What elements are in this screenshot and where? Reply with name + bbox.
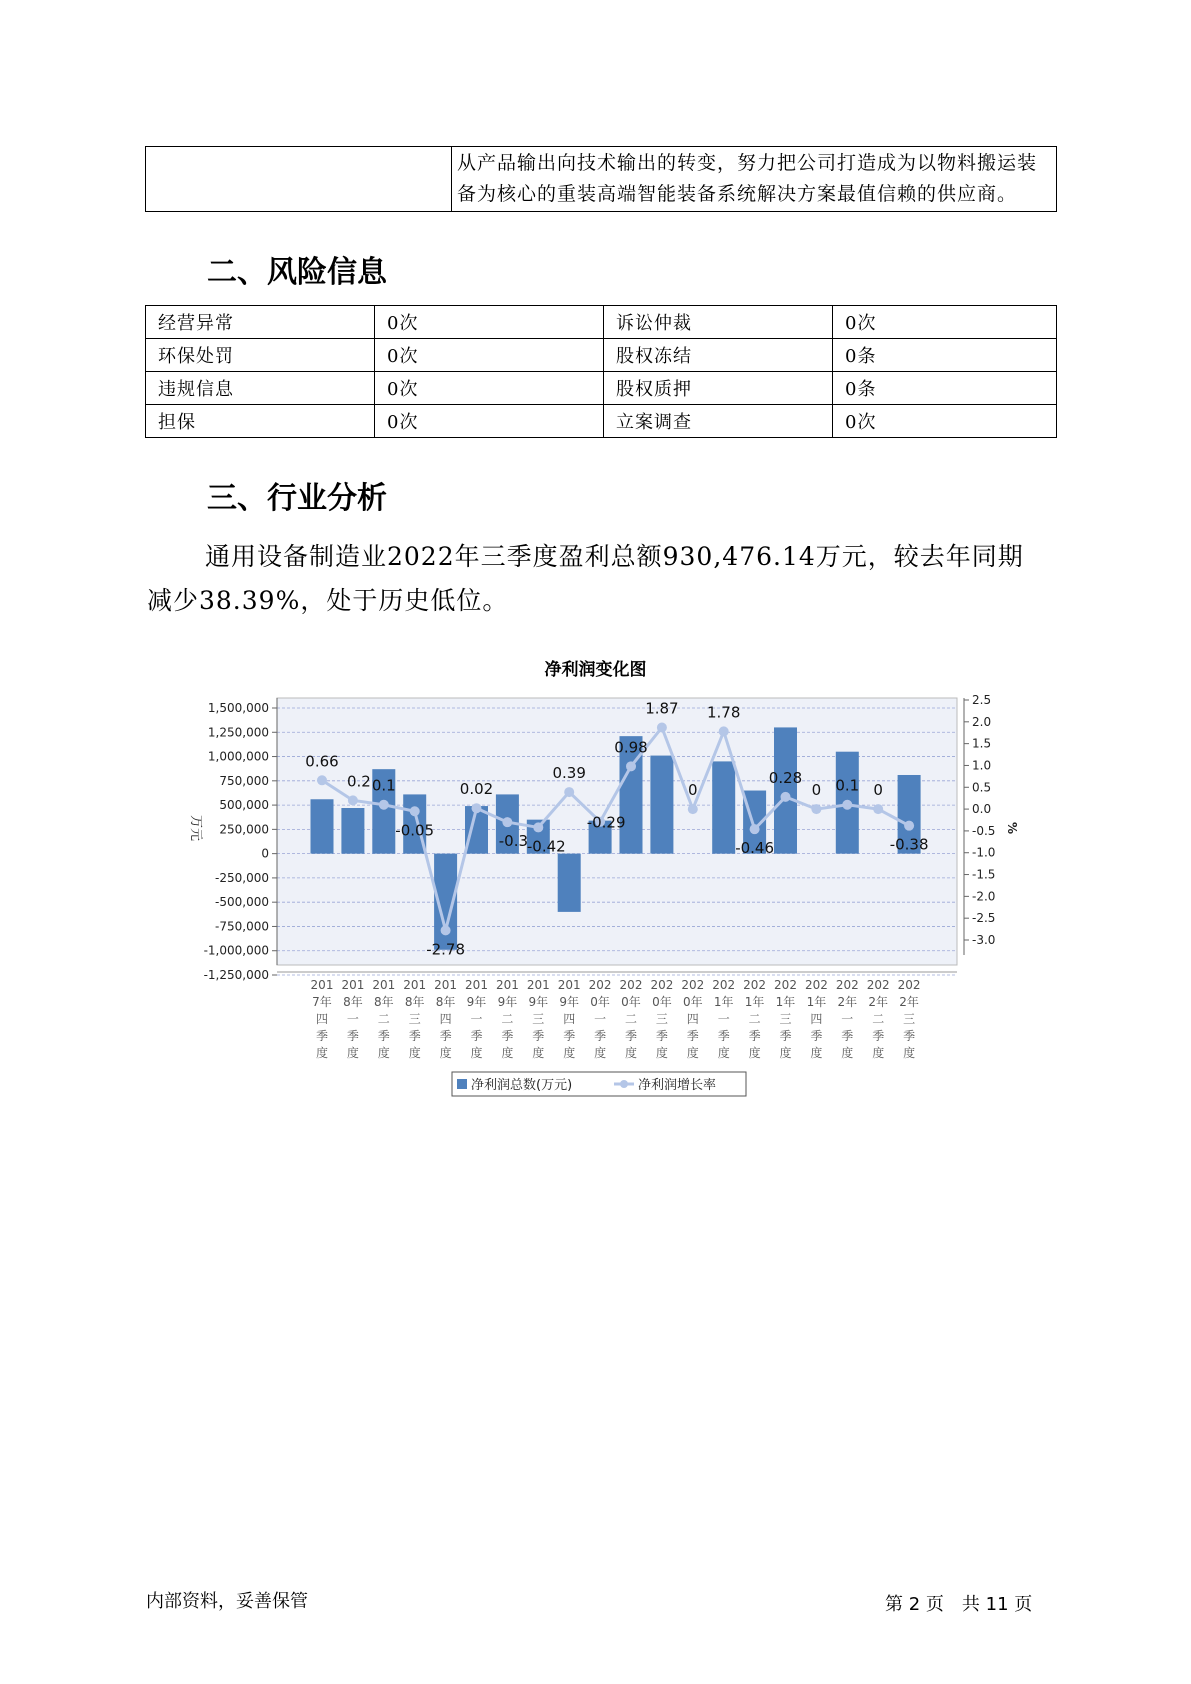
x-tick-label: 2年 <box>837 995 858 1009</box>
x-tick-label: 二 <box>624 1012 638 1026</box>
industry-section-title: 三、行业分析 <box>207 481 387 516</box>
x-tick-label: 度 <box>532 1046 545 1060</box>
x-tick-label: 二 <box>748 1012 761 1026</box>
x-tick-label: 度 <box>346 1046 359 1060</box>
x-tick-label: 度 <box>779 1046 792 1060</box>
growth-data-label: -0.3 <box>498 832 529 851</box>
x-tick-label: 9年 <box>466 995 487 1009</box>
x-tick-label: 三 <box>903 1012 916 1026</box>
y2-axis-title: % <box>1005 821 1019 835</box>
risk-value: 0次 <box>833 405 1057 438</box>
y-tick-label: 0 <box>261 846 269 861</box>
x-tick-label: 0年 <box>682 995 703 1009</box>
y2-tick-label: -2.0 <box>972 889 996 904</box>
legend-line-label: 净利润增长率 <box>638 1078 717 1093</box>
x-tick-label: 季 <box>470 1029 483 1043</box>
x-tick-label: 7年 <box>312 995 332 1009</box>
x-tick-label: 8年 <box>435 995 456 1009</box>
x-tick-label: 度 <box>717 1046 730 1060</box>
x-tick-label: 度 <box>408 1046 421 1060</box>
x-tick-label: 季 <box>655 1029 668 1043</box>
growth-point <box>502 817 512 827</box>
y-tick-label: 500,000 <box>219 798 269 813</box>
x-tick-label: 三 <box>779 1012 792 1026</box>
x-tick-label: 季 <box>841 1029 854 1043</box>
x-tick-label: 度 <box>810 1046 823 1060</box>
x-tick-label: 四 <box>439 1012 452 1026</box>
x-tick-label: 2年 <box>899 995 919 1009</box>
x-tick-label: 202 <box>588 978 612 992</box>
x-tick-label: 202 <box>897 978 921 992</box>
x-tick-label: 一 <box>346 1012 359 1026</box>
y2-tick-label: 1.5 <box>972 736 992 751</box>
x-tick-label: 季 <box>624 1029 638 1043</box>
x-tick-label: 1年 <box>713 995 734 1009</box>
growth-data-label: 1.78 <box>706 703 741 722</box>
risk-value: 0条 <box>833 339 1057 372</box>
y-tick-label: -1,250,000 <box>203 968 269 982</box>
y-tick-label: -1,000,000 <box>203 943 269 958</box>
y-tick-label: -250,000 <box>215 870 269 885</box>
growth-data-label: 0.66 <box>305 752 339 771</box>
footer-page-number: 第 2 页 共 11 页 <box>885 1594 1033 1615</box>
risk-label: 股权冻结 <box>604 339 833 372</box>
x-tick-label: 季 <box>872 1029 885 1043</box>
x-tick-label: 度 <box>903 1046 916 1060</box>
bar <box>650 756 673 854</box>
y2-tick-label: 0.5 <box>972 780 992 795</box>
x-tick-label: 度 <box>686 1046 699 1060</box>
growth-point <box>719 726 729 736</box>
risk-value: 0次 <box>375 339 604 372</box>
growth-data-label: 0.1 <box>835 776 860 795</box>
x-tick-label: 201 <box>465 978 488 992</box>
growth-data-label: 0.98 <box>614 738 648 757</box>
y2-tick-label: 2.5 <box>972 693 992 707</box>
intro-text: 从产品输出向技术输出的转变，努力把公司打造成为以物料搬运装备为核心的重装高端智能装备系统解决方案最值信赖的供应商。 <box>452 147 1057 212</box>
growth-data-label: 0.28 <box>768 768 803 787</box>
growth-point <box>781 792 791 802</box>
x-tick-label: 9年 <box>559 995 580 1009</box>
x-tick-label: 季 <box>717 1029 730 1043</box>
risk-label: 违规信息 <box>146 372 375 405</box>
x-tick-label: 202 <box>743 978 767 992</box>
x-tick-label: 度 <box>439 1046 452 1060</box>
growth-data-label: 0 <box>811 781 822 800</box>
growth-point <box>750 824 760 834</box>
x-tick-label: 季 <box>532 1029 545 1043</box>
x-tick-label: 8年 <box>404 995 425 1009</box>
x-tick-label: 季 <box>501 1029 514 1043</box>
x-tick-label: 三 <box>532 1012 545 1026</box>
x-tick-label: 一 <box>841 1012 854 1026</box>
x-tick-label: 度 <box>470 1046 483 1060</box>
x-tick-label: 季 <box>748 1029 761 1043</box>
x-tick-label: 201 <box>310 978 334 992</box>
x-tick-label: 0年 <box>652 995 672 1009</box>
x-tick-label: 二 <box>872 1012 885 1026</box>
y2-tick-label: -1.5 <box>972 867 996 882</box>
risk-label: 立案调查 <box>604 405 833 438</box>
x-tick-label: 一 <box>470 1012 483 1026</box>
x-tick-label: 202 <box>774 978 797 992</box>
y-tick-label: 250,000 <box>219 822 269 837</box>
footer-left: 内部资料，妥善保管 <box>146 1591 308 1612</box>
x-tick-label: 201 <box>495 978 519 992</box>
growth-point <box>811 804 821 814</box>
x-tick-label: 2年 <box>868 995 889 1009</box>
industry-paragraph-line1: 通用设备制造业2022年三季度盈利总额930,476.14万元，较去年同期 <box>205 542 1024 571</box>
bar <box>712 761 735 853</box>
x-tick-label: 二 <box>377 1012 390 1026</box>
bar <box>558 854 581 912</box>
y-tick-label: 750,000 <box>219 773 269 788</box>
x-tick-label: 四 <box>315 1012 329 1026</box>
growth-data-label: -0.38 <box>889 835 929 854</box>
y-tick-label: -750,000 <box>215 919 269 934</box>
growth-data-label: 1.87 <box>645 699 679 718</box>
x-tick-label: 度 <box>655 1046 668 1060</box>
growth-point <box>348 795 358 805</box>
x-tick-label: 季 <box>315 1029 329 1043</box>
growth-data-label: -0.05 <box>395 821 435 840</box>
x-tick-label: 季 <box>346 1029 359 1043</box>
x-tick-label: 8年 <box>373 995 394 1009</box>
x-tick-label: 0年 <box>590 995 610 1009</box>
x-tick-label: 四 <box>563 1012 576 1026</box>
growth-data-label: 0.02 <box>459 780 494 799</box>
x-tick-label: 季 <box>779 1029 792 1043</box>
x-tick-label: 季 <box>563 1029 576 1043</box>
risk-label: 诉讼仲裁 <box>604 306 833 339</box>
x-tick-label: 季 <box>903 1029 916 1043</box>
growth-point <box>410 806 420 816</box>
x-tick-label: 201 <box>341 978 365 992</box>
growth-point <box>533 822 543 832</box>
growth-data-label: 0.2 <box>346 772 371 791</box>
growth-point <box>688 804 698 814</box>
x-tick-label: 202 <box>650 978 674 992</box>
bar <box>774 727 797 853</box>
y-axis-title: 万元 <box>188 814 203 842</box>
x-tick-label: 202 <box>619 978 643 992</box>
growth-data-label: -0.42 <box>526 837 566 856</box>
risk-value: 0次 <box>375 405 604 438</box>
x-tick-label: 度 <box>563 1046 576 1060</box>
y2-tick-label: -2.5 <box>972 911 996 926</box>
x-tick-label: 度 <box>748 1046 761 1060</box>
growth-point <box>379 800 389 810</box>
y2-tick-label: -3.0 <box>972 933 996 947</box>
x-tick-label: 9年 <box>528 995 549 1009</box>
growth-data-label: -2.78 <box>426 940 466 959</box>
y-tick-label: 1,250,000 <box>207 725 269 740</box>
y2-tick-label: 1.0 <box>972 758 992 773</box>
growth-point <box>904 821 914 831</box>
risk-section-title: 二、风险信息 <box>207 255 387 290</box>
y2-tick-label: -0.5 <box>972 823 996 838</box>
legend-line-marker <box>620 1080 628 1088</box>
growth-point <box>626 761 636 771</box>
x-tick-label: 202 <box>835 978 859 992</box>
x-tick-label: 四 <box>686 1012 699 1026</box>
legend-bar-label: 净利润总数(万元) <box>471 1078 573 1093</box>
x-tick-label: 202 <box>866 978 890 992</box>
x-tick-label: 三 <box>408 1012 421 1026</box>
chart-title: 净利润变化图 <box>544 660 647 680</box>
y-tick-label: 1,500,000 <box>207 701 269 715</box>
x-tick-label: 201 <box>557 978 581 992</box>
y-tick-label: -500,000 <box>215 895 269 910</box>
y2-tick-label: 0.0 <box>972 802 992 817</box>
growth-point <box>657 722 667 732</box>
x-tick-label: 202 <box>804 978 828 992</box>
x-tick-label: 季 <box>408 1029 421 1043</box>
growth-point <box>317 775 327 785</box>
growth-point <box>472 803 482 813</box>
y-tick-label: 1,000,000 <box>207 749 269 764</box>
x-tick-label: 度 <box>841 1046 854 1060</box>
x-tick-label: 202 <box>712 978 736 992</box>
x-tick-label: 季 <box>377 1029 390 1043</box>
x-tick-label: 二 <box>501 1012 514 1026</box>
x-tick-label: 201 <box>526 978 550 992</box>
growth-point <box>441 925 451 935</box>
x-tick-label: 0年 <box>621 995 641 1009</box>
x-tick-label: 四 <box>810 1012 823 1026</box>
x-tick-label: 201 <box>403 978 427 992</box>
growth-point <box>564 787 574 797</box>
bar <box>341 808 364 854</box>
risk-label: 担保 <box>146 405 375 438</box>
x-tick-label: 度 <box>624 1046 638 1060</box>
y2-tick-label: 2.0 <box>972 714 992 729</box>
risk-label: 股权质押 <box>604 372 833 405</box>
x-tick-label: 一 <box>594 1012 607 1026</box>
risk-label: 经营异常 <box>146 306 375 339</box>
x-tick-label: 一 <box>717 1012 730 1026</box>
x-tick-label: 度 <box>501 1046 514 1060</box>
x-tick-label: 201 <box>434 978 458 992</box>
risk-value: 0次 <box>833 306 1057 339</box>
x-tick-label: 1年 <box>775 995 796 1009</box>
risk-value: 0条 <box>833 372 1057 405</box>
x-tick-label: 季 <box>594 1029 607 1043</box>
x-tick-label: 度 <box>377 1046 390 1060</box>
growth-data-label: 0.1 <box>371 776 396 795</box>
growth-data-label: 0.39 <box>552 764 586 783</box>
industry-paragraph-line2: 减少38.39%，处于历史低位。 <box>147 586 509 615</box>
x-tick-label: 度 <box>872 1046 885 1060</box>
x-tick-label: 季 <box>439 1029 452 1043</box>
x-tick-label: 三 <box>655 1012 668 1026</box>
x-tick-label: 9年 <box>497 995 518 1009</box>
risk-value: 0次 <box>375 372 604 405</box>
x-tick-label: 1年 <box>744 995 765 1009</box>
x-tick-label: 季 <box>810 1029 823 1043</box>
risk-value: 0次 <box>375 306 604 339</box>
y2-tick-label: -1.0 <box>972 845 996 860</box>
x-tick-label: 202 <box>681 978 705 992</box>
growth-point <box>873 804 883 814</box>
risk-label: 环保处罚 <box>146 339 375 372</box>
x-tick-label: 201 <box>372 978 396 992</box>
bar <box>311 799 334 853</box>
growth-data-label: -0.29 <box>586 813 626 832</box>
growth-data-label: 0 <box>688 781 698 800</box>
growth-point <box>842 800 852 810</box>
legend-bar-swatch <box>457 1079 467 1089</box>
x-tick-label: 度 <box>594 1046 607 1060</box>
x-tick-label: 季 <box>686 1029 699 1043</box>
growth-data-label: 0 <box>873 781 883 800</box>
x-tick-label: 1年 <box>806 995 827 1009</box>
x-tick-label: 8年 <box>343 995 363 1009</box>
x-tick-label: 度 <box>315 1046 329 1060</box>
growth-data-label: -0.46 <box>735 839 775 858</box>
